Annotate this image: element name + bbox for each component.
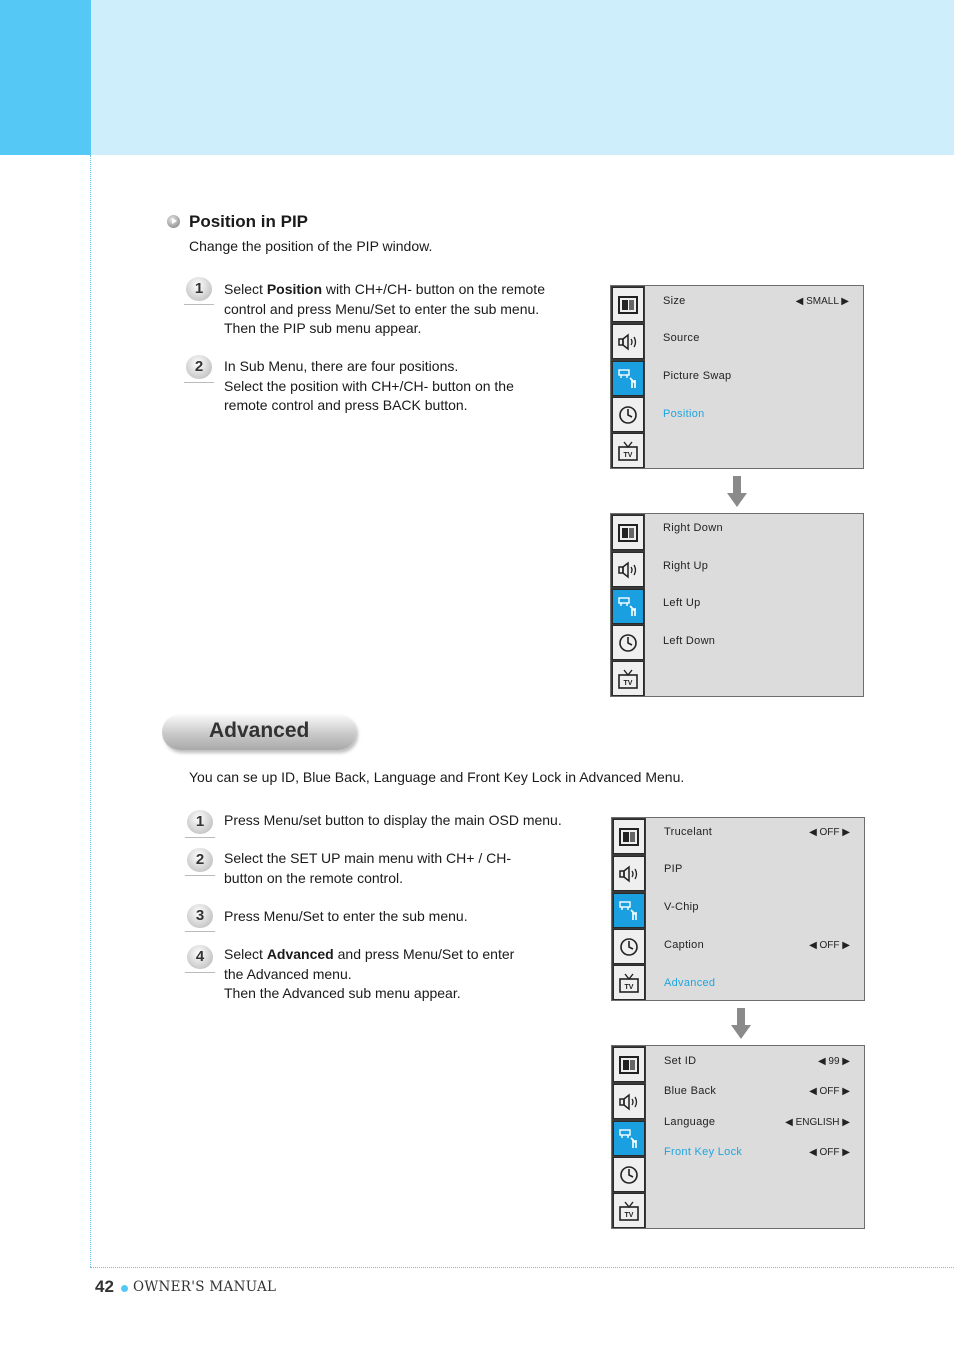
picture-icon <box>613 819 645 854</box>
osd-menu-value: ◀ OFF ▶ <box>809 1147 850 1158</box>
step-text-part: and press Menu/Set to enter the Advanced menu. Then the Advanced sub menu appear. <box>224 946 515 1001</box>
osd-menu-item: Left Up <box>663 597 701 609</box>
osd-menu-value: ◀ OFF ▶ <box>809 827 850 838</box>
osd-setup-menu <box>611 817 865 1001</box>
step-text <box>224 945 514 1004</box>
advanced-description: You can se up ID, Blue Back, Language and Front Key Lock in Advanced Menu. <box>189 769 685 785</box>
step-keyword: Position <box>266 281 323 297</box>
osd-menu-item: Position <box>663 408 705 420</box>
footer-label: OWNER'S MANUAL <box>133 1279 277 1295</box>
footer-dot-icon <box>121 1285 128 1292</box>
advanced-heading-pill <box>162 714 356 750</box>
osd-menu-item: Size <box>663 295 686 307</box>
setup-icon <box>613 1121 645 1156</box>
step-keyword: Advanced <box>266 946 334 962</box>
step-text-part: Select <box>224 946 267 962</box>
osd-pip-menu <box>610 285 864 469</box>
step-number: 2 <box>187 848 213 872</box>
time-icon <box>613 929 645 964</box>
osd-menu-item: Right Down <box>663 522 723 534</box>
osd-menu-item: Picture Swap <box>663 370 732 382</box>
osd-icon-column <box>612 1046 646 1228</box>
sound-icon <box>613 856 645 891</box>
picture-icon <box>612 287 644 322</box>
osd-menu-value: ◀ SMALL ▶ <box>795 296 849 307</box>
step-number: 3 <box>187 904 213 928</box>
arrow-down-icon <box>727 476 747 508</box>
osd-advanced-menu <box>611 1045 865 1229</box>
osd-menu-item: Left Down <box>663 635 716 647</box>
header-band <box>91 0 954 155</box>
step-text <box>224 811 562 831</box>
step-text-part: with CH+/CH- button on the remote control and press Menu/Set to enter the sub menu. Then the PIP sub menu appear. <box>224 281 545 336</box>
osd-menu-item: V-Chip <box>664 901 699 913</box>
time-icon <box>613 1157 645 1192</box>
sound-icon <box>612 324 644 359</box>
step-number: 2 <box>186 355 212 379</box>
step-text-part: In Sub Menu, there are four positions. Select the position with CH+/CH- button on the remote control and press BACK button. <box>224 358 514 413</box>
header-accent-bar <box>0 0 91 155</box>
osd-menu-value: ◀ OFF ▶ <box>809 940 850 951</box>
section-bullet-icon <box>167 215 180 228</box>
footer-guide-line <box>90 1267 954 1268</box>
osd-icon-column <box>611 286 645 468</box>
osd-icon-column <box>612 818 646 1000</box>
step-text-part: Press Menu/set button to display the main OSD menu. <box>224 812 562 828</box>
step-number: 1 <box>186 277 212 301</box>
osd-menu-item: Set ID <box>664 1055 697 1067</box>
page-number: 42 <box>95 1277 114 1296</box>
osd-menu-item: Blue Back <box>664 1085 717 1097</box>
setup-icon <box>613 893 645 928</box>
sound-icon <box>612 552 644 587</box>
step-number: 4 <box>187 945 213 969</box>
svg-text:TV: TV <box>624 983 634 991</box>
step-text-part: Select <box>224 281 267 297</box>
tv-icon <box>613 965 645 1000</box>
advanced-heading: Advanced <box>209 719 310 742</box>
margin-guide-line <box>90 155 91 1267</box>
tv-icon <box>612 661 644 696</box>
step-text <box>224 849 511 888</box>
osd-menu-item: PIP <box>664 863 683 875</box>
tv-icon <box>612 433 644 468</box>
sound-icon <box>613 1084 645 1119</box>
svg-text:TV: TV <box>623 451 633 459</box>
svg-text:TV: TV <box>623 679 633 687</box>
osd-menu-value: ◀ ENGLISH ▶ <box>785 1117 850 1128</box>
time-icon <box>612 625 644 660</box>
setup-icon <box>612 589 644 624</box>
osd-icon-column <box>611 514 645 696</box>
osd-menu-value: ◀ 99 ▶ <box>817 1056 850 1067</box>
section-description: Change the position of the PIP window. <box>189 238 433 254</box>
osd-menu-value: ◀ OFF ▶ <box>809 1086 850 1097</box>
picture-icon <box>613 1047 645 1082</box>
step-text <box>224 357 514 416</box>
step-text <box>224 907 468 927</box>
time-icon <box>612 397 644 432</box>
osd-menu-item: Trucelant <box>664 826 713 838</box>
step-text-part: Press Menu/Set to enter the sub menu. <box>224 908 468 924</box>
step-text <box>224 280 545 339</box>
osd-menu-item: Right Up <box>663 560 709 572</box>
osd-menu-item: Language <box>664 1116 716 1128</box>
picture-icon <box>612 515 644 550</box>
setup-icon <box>612 361 644 396</box>
section-title: Position in PIP <box>189 212 309 231</box>
arrow-down-icon <box>731 1008 751 1040</box>
osd-pip-position-menu <box>610 513 864 697</box>
osd-menu-item: Caption <box>664 939 705 951</box>
osd-menu-item: Source <box>663 332 700 344</box>
step-number: 1 <box>187 810 213 834</box>
svg-text:TV: TV <box>624 1211 634 1219</box>
step-text-part: Select the SET UP main menu with CH+ / CH- button on the remote control. <box>224 850 511 886</box>
osd-menu-item: Advanced <box>664 977 716 989</box>
osd-menu-item: Front Key Lock <box>664 1146 743 1158</box>
tv-icon <box>613 1193 645 1228</box>
